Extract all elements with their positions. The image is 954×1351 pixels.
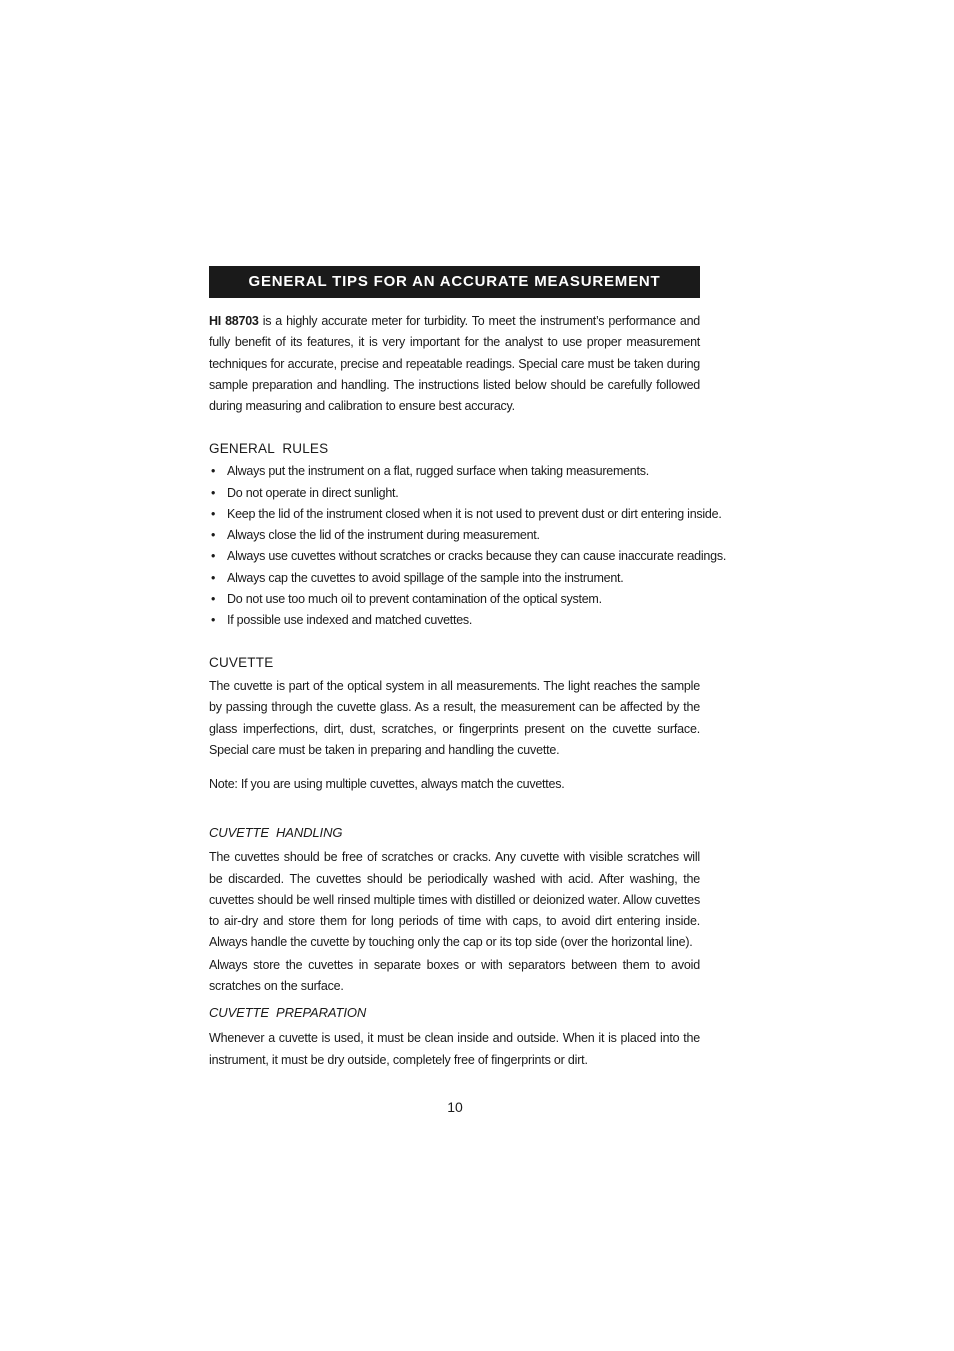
list-item: • Always close the lid of the instrument during measurement. — [209, 525, 700, 546]
intro-text: is a highly accurate meter for turbidity. To meet the instrument’s performance and fully benefit of its features, it is very important for the analyst to use proper measurement techniques for accurate, precise and repeatable readings. Special care must be taken during sample preparation and handling. The instructions listed below should be carefully followed during measuring and calibration to ensure best accuracy. — [209, 314, 700, 414]
cuvette-handling-heading: CUVETTE HANDLING — [209, 825, 343, 841]
note-text: If you are using multiple cuvettes, always match the cuvettes. — [237, 777, 565, 792]
cuvette-handling-paragraph: The cuvettes should be free of scratches or cracks. Any cuvette with visible scratches will be discarded. The cuvettes should be periodically washed with acid. After washing, the cuvettes should be well rinsed multiple times with distilled or deionized water. Allow cuvettes to air-dry and store them for long periods of time with caps, to avoid dirt entering inside. Always handle the cuvette by touching only the cap or its top side (over the horizontal line). — [209, 850, 700, 950]
list-item: • Do not operate in direct sunlight. — [209, 483, 700, 504]
cuvette-preparation-paragraph: Whenever a cuvette is used, it must be clean inside and outside. When it is placed into the instrument, it must be dry outside, completely free of fingerprints or dirt. — [209, 1031, 700, 1067]
bullet-icon: • — [211, 506, 216, 521]
cuvette-heading: CUVETTE — [209, 655, 274, 671]
list-item: • Always cap the cuvettes to avoid spillage of the sample into the instrument. — [209, 568, 700, 589]
list-item: • Do not use too much oil to prevent contamination of the optical system. — [209, 589, 700, 610]
document-page — [209, 266, 727, 1071]
general-rules-heading: GENERAL RULES — [209, 441, 329, 457]
note-label: Note: — [209, 777, 238, 792]
cuvette-paragraph: The cuvette is part of the optical system in all measurements. The light reaches the sample by passing through the cuvette glass. As a result, the measurement can be affected by the glass imperfections, dirt, dust, scratches, or fingerprints present on the cuvette surface. Special care must be taken in preparing and handling the cuvette. — [209, 679, 700, 757]
model-name: HI 88703 — [209, 314, 259, 328]
cuvette-storage-paragraph: Always store the cuvettes in separate boxes or with separators between them to avoid scratches on the surface. — [209, 957, 700, 994]
general-rules-list — [209, 461, 727, 631]
list-item: • Always put the instrument on a flat, rugged surface when taking measurements. — [209, 461, 700, 482]
bullet-icon: • — [211, 549, 216, 564]
list-item: • If possible use indexed and matched cuvettes. — [209, 610, 700, 631]
list-item: • Always use cuvettes without scratches or cracks because they can cause inaccurate readings. — [209, 546, 700, 567]
note-line — [209, 774, 700, 795]
bullet-icon: • — [211, 528, 216, 543]
bullet-icon: • — [211, 612, 216, 627]
page-number: 10 — [447, 1099, 463, 1115]
bullet-icon: • — [211, 464, 216, 479]
list-item: • Keep the lid of the instrument closed when it is not used to prevent dust or dirt entering inside. — [209, 504, 700, 525]
bullet-icon: • — [211, 570, 216, 585]
intro-paragraph — [209, 311, 700, 417]
cuvette-preparation-heading: CUVETTE PREPARATION — [209, 1005, 367, 1021]
page-title: GENERAL TIPS FOR AN ACCURATE MEASUREMENT — [209, 266, 700, 298]
bullet-icon: • — [211, 591, 216, 606]
bullet-icon: • — [211, 485, 216, 500]
